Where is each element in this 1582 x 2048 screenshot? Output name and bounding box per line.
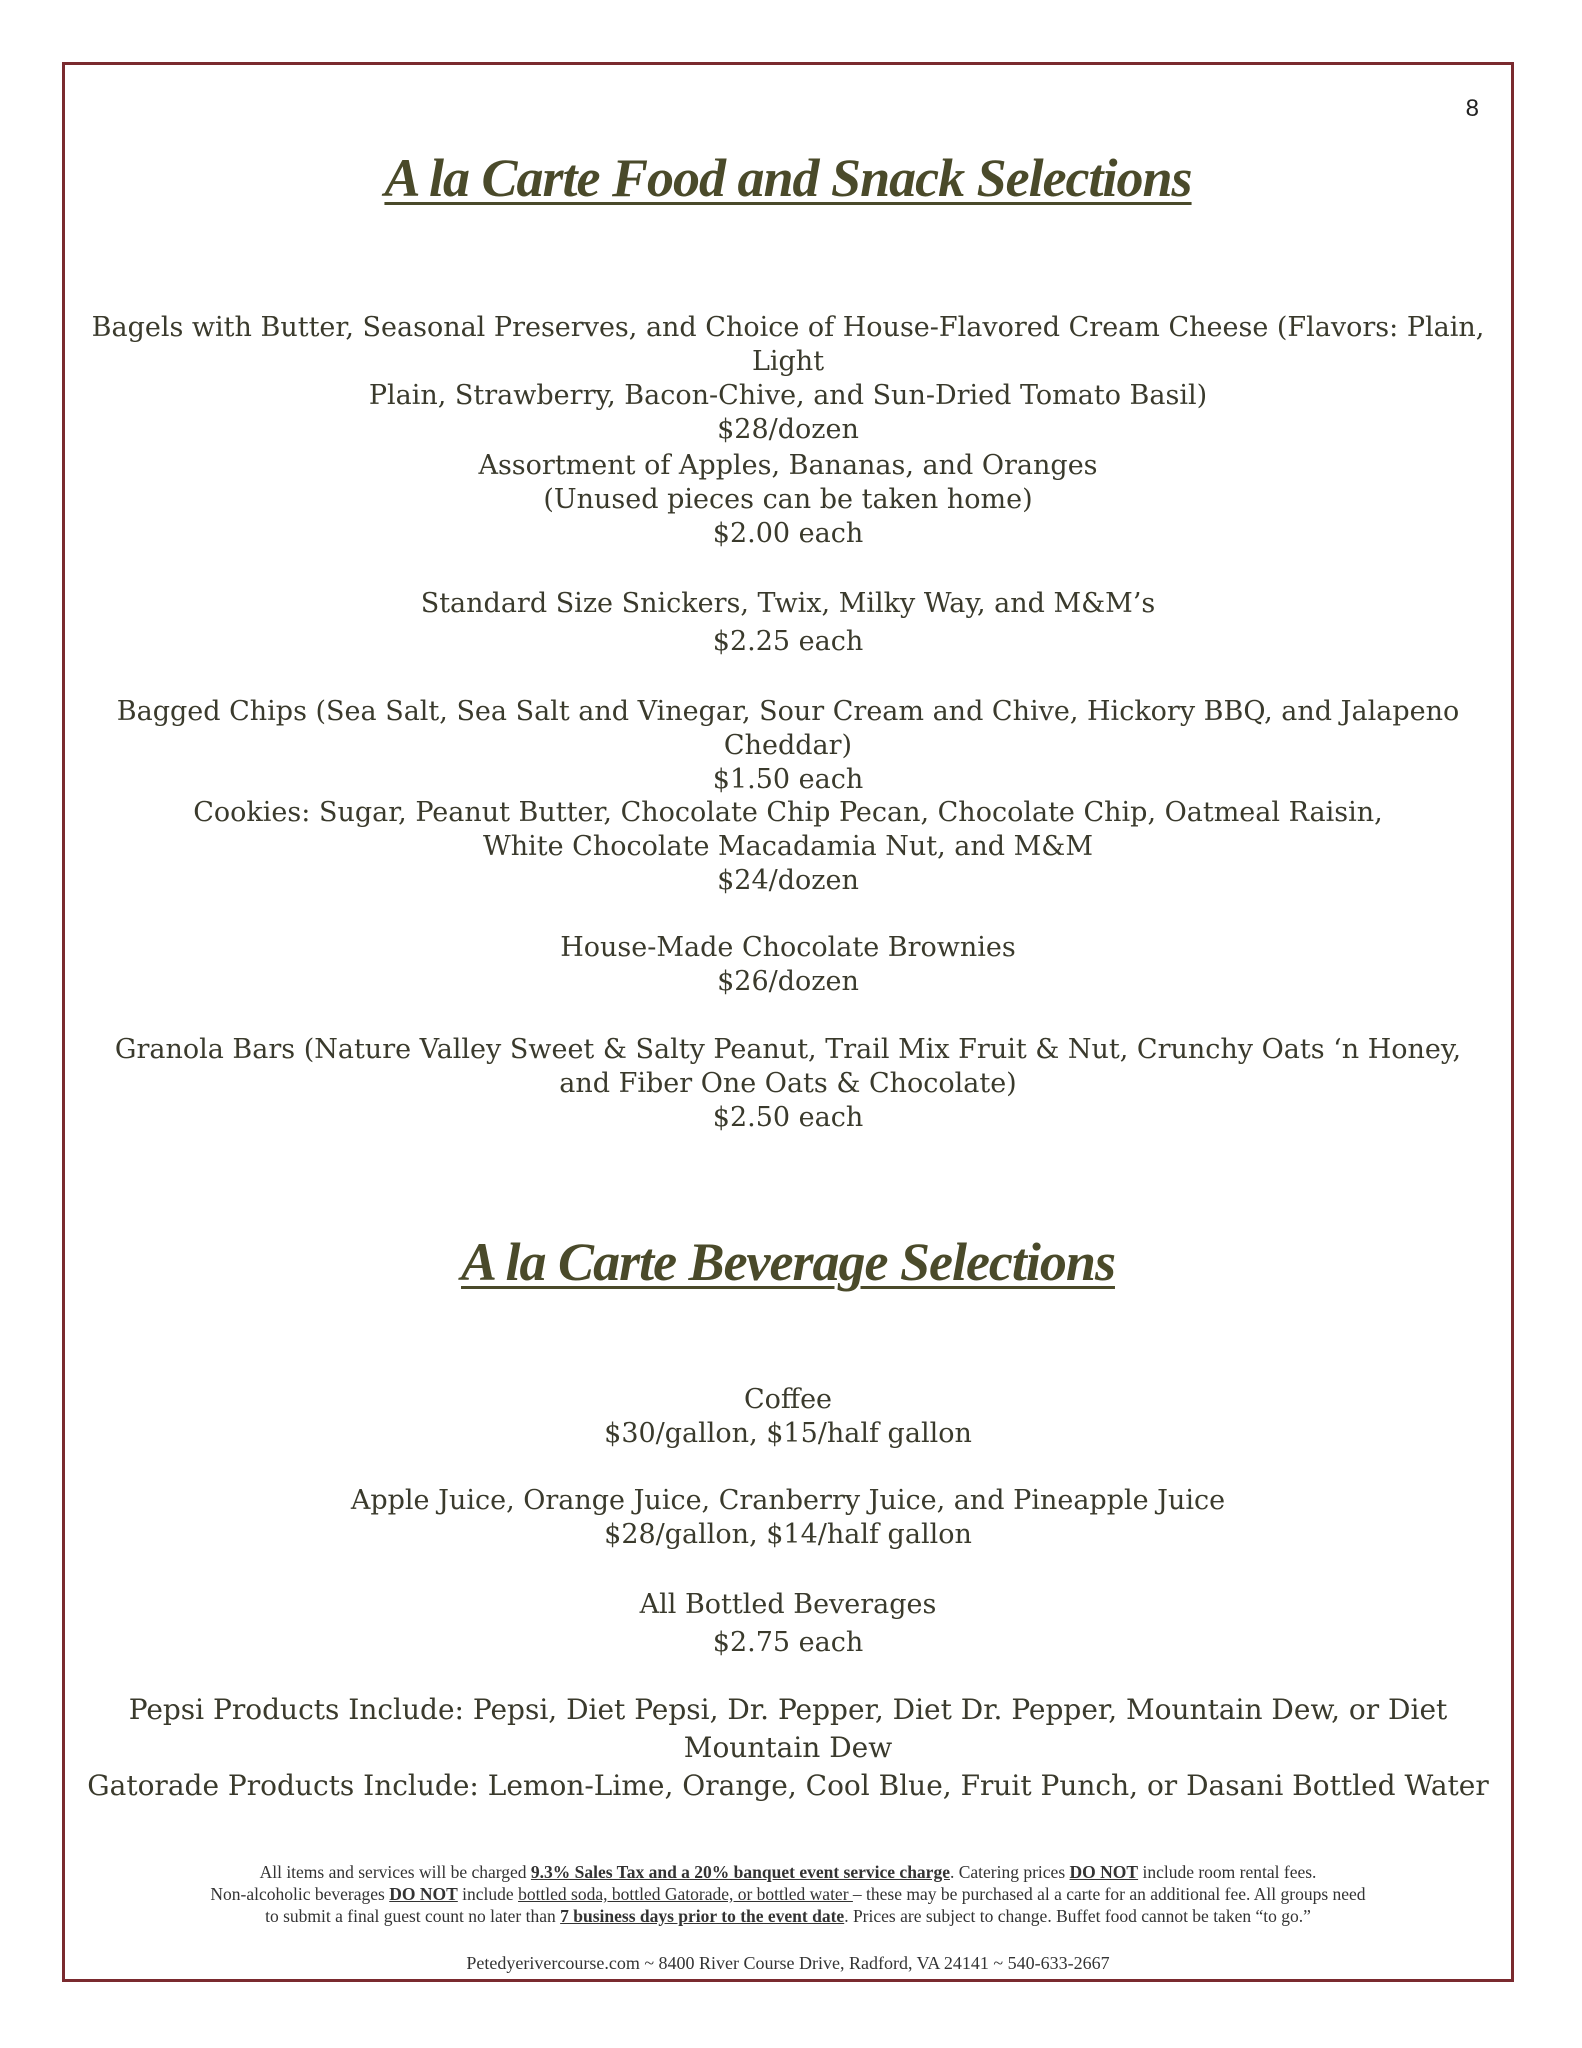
footer-line-1 (65, 1861, 1511, 1883)
footer-text: Non-alcoholic beverages (210, 1884, 390, 1904)
beverage-item-coffee (65, 1383, 1511, 1451)
item-price: $1.50 each (712, 764, 864, 795)
item-line: Bagels with Butter, Seasonal Preserves, and Choice of House-Flavored Cream Cheese (Flavors: Plain, Light (91, 312, 1485, 377)
item-line: White Chocolate Macadamia Nut, and M&M (483, 831, 1093, 862)
item-price: $2.75 each (712, 1627, 864, 1658)
gatorade-products: Gatorade Products Include: Lemon-Lime, Orange, Cool Blue, Fruit Punch, or Dasani Bottled Water (87, 1769, 1489, 1802)
food-item-brownies (65, 931, 1511, 999)
footer-line-3 (65, 1905, 1511, 1927)
contact-info: Petedyerivercourse.com ~ 8400 River Course Drive, Radford, VA 24141 ~ 540-633-2667 (466, 1953, 1110, 1973)
item-price: $2.50 each (712, 1102, 864, 1133)
food-title-text: A la Carte Food and Snack Selections (384, 148, 1192, 208)
footer-text: All items and services will be charged (259, 1862, 531, 1882)
footer-text: . Catering prices (949, 1862, 1070, 1882)
item-line: Standard Size Snickers, Twix, Milky Way, and M&M’s (420, 588, 1156, 619)
footer-line-2 (65, 1883, 1511, 1905)
item-line: House-Made Chocolate Brownies (560, 932, 1016, 963)
beverage-brands (65, 1691, 1511, 1805)
food-item-candy (65, 587, 1511, 659)
food-item-fruit (65, 449, 1511, 551)
footer-text: – these may be purchased al a carte for an additional fee. All groups need (852, 1884, 1366, 1904)
beverage-section-title (65, 1231, 1511, 1293)
item-line: Apple Juice, Orange Juice, Cranberry Juice, and Pineapple Juice (350, 1485, 1226, 1516)
food-item-cookies (65, 796, 1511, 898)
item-price: $26/dozen (717, 966, 859, 997)
item-price: $30/gallon, $15/half gallon (604, 1418, 972, 1449)
tax-notice: 9.3% Sales Tax and a 20% banquet event service charge (530, 1862, 950, 1882)
bottled-notice: bottled soda, bottled Gatorade, or bottled water (518, 1884, 853, 1904)
food-item-granola (65, 1033, 1511, 1135)
item-price: $2.00 each (712, 518, 864, 549)
item-line: Cookies: Sugar, Peanut Butter, Chocolate Chip Pecan, Chocolate Chip, Oatmeal Raisin, (193, 797, 1383, 828)
item-line: Plain, Strawberry, Bacon-Chive, and Sun-Dried Tomato Basil) (368, 380, 1208, 411)
emphasis-do-not: DO NOT (389, 1884, 458, 1904)
item-line: (Unused pieces can be taken home) (543, 484, 1033, 515)
page-number: 8 (1465, 95, 1479, 122)
footer-text: to submit a final guest count no later than (265, 1906, 561, 1926)
item-line: and Fiber One Oats & Chocolate) (559, 1068, 1017, 1099)
item-line: Bagged Chips (Sea Salt, Sea Salt and Vinegar, Sour Cream and Chive, Hickory BBQ, and Jalapeno Cheddar) (116, 696, 1460, 761)
item-line: Coffee (743, 1384, 833, 1415)
page-frame (62, 62, 1514, 1982)
item-price: $2.25 each (712, 626, 864, 657)
food-item-bagels (65, 311, 1511, 447)
footer-note (65, 1861, 1511, 1927)
footer-text: include room rental fees. (1138, 1862, 1317, 1882)
beverage-item-bottled (65, 1588, 1511, 1660)
footer-text: include (457, 1884, 519, 1904)
emphasis-do-not: DO NOT (1069, 1862, 1139, 1882)
beverage-title-text: A la Carte Beverage Selections (461, 1232, 1115, 1292)
food-section-title (65, 147, 1511, 209)
item-price: $28/dozen (717, 414, 859, 445)
item-price: $28/gallon, $14/half gallon (604, 1519, 972, 1550)
pepsi-products: Pepsi Products Include: Pepsi, Diet Pepsi, Dr. Pepper, Diet Dr. Pepper, Mountain Dew, or Diet Mountain Dew (128, 1693, 1448, 1764)
item-price: $24/dozen (717, 865, 859, 896)
item-line: Granola Bars (Nature Valley Sweet & Salty Peanut, Trail Mix Fruit & Nut, Crunchy Oats ‘n Honey, (114, 1034, 1462, 1065)
food-item-chips (65, 695, 1511, 797)
item-line: All Bottled Beverages (639, 1589, 937, 1620)
footer-text: . Prices are subject to change. Buffet food cannot be taken “to go.” (844, 1906, 1311, 1926)
beverage-item-juice (65, 1484, 1511, 1552)
item-line: Assortment of Apples, Bananas, and Oranges (478, 450, 1098, 481)
deadline-notice: 7 business days prior to the event date (560, 1906, 845, 1926)
